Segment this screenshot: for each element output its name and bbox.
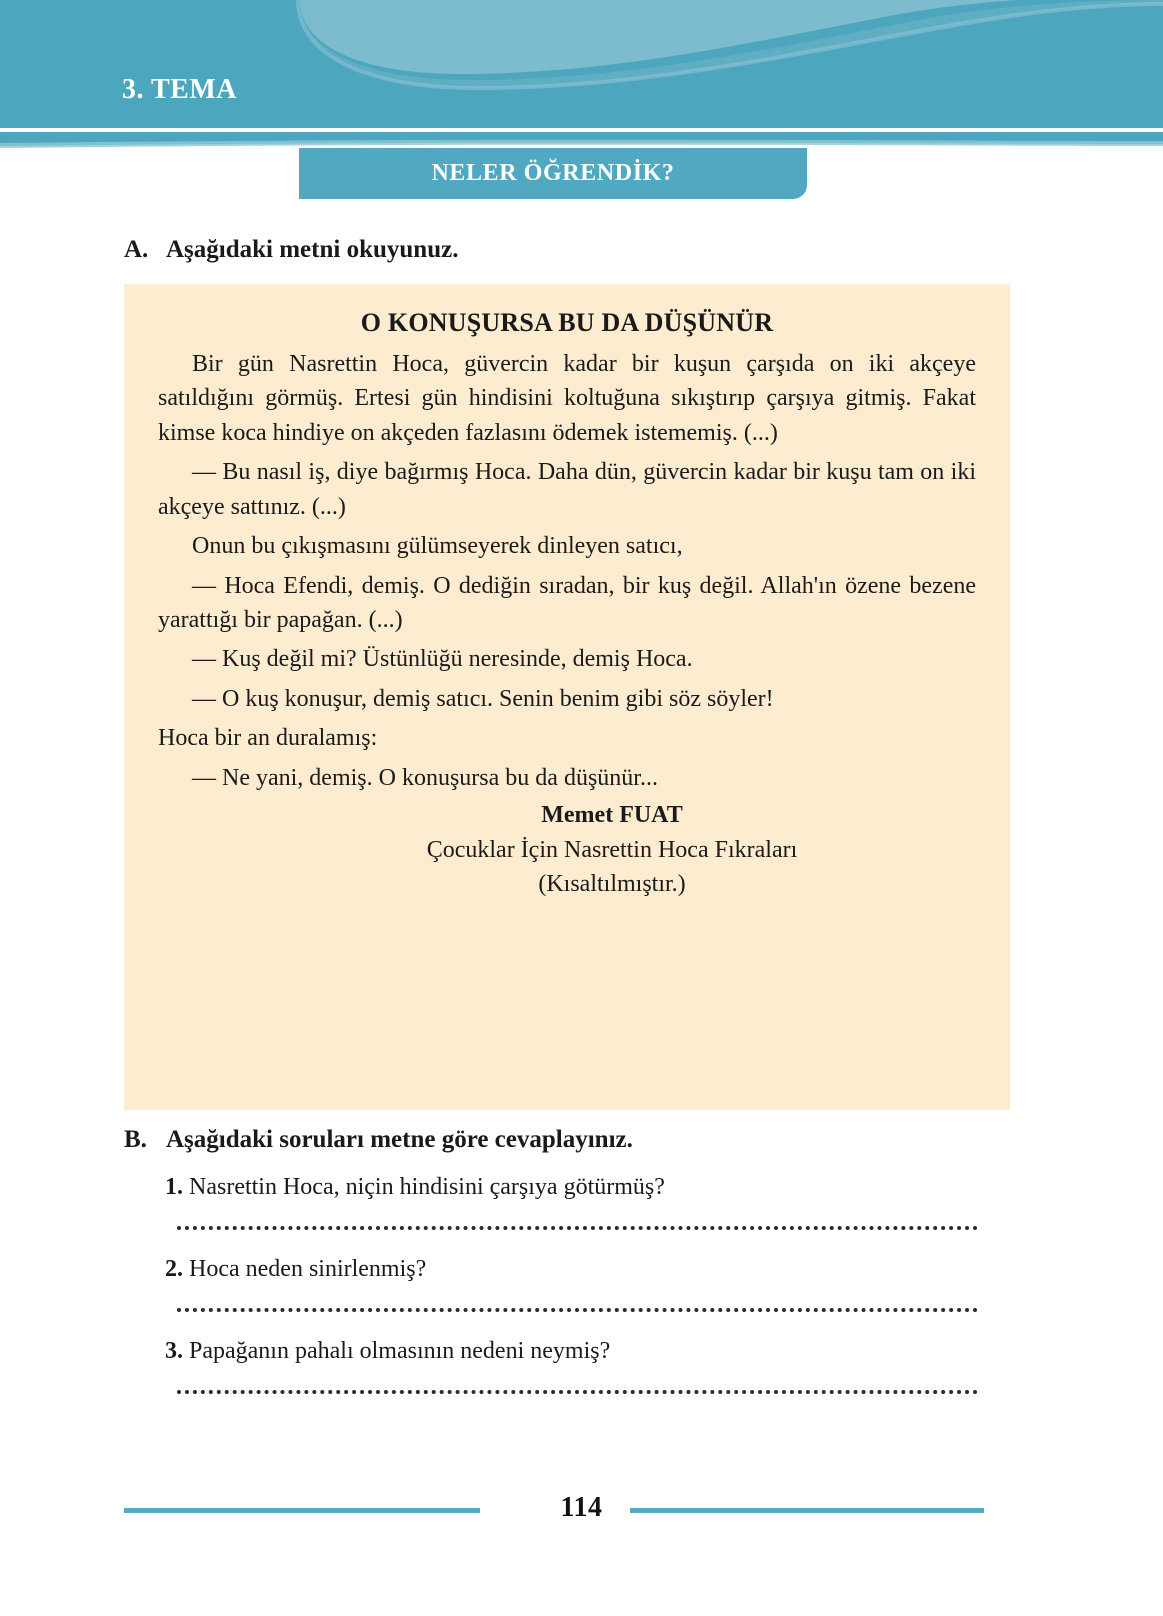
story-paragraph: Onun bu çıkışmasını gülümseyerek dinleyen satıcı, [192,533,683,560]
story-paragraph: Bir gün Nasrettin Hoca, güvercin kadar bir kuşun çarşıda on iki akçeye satıldığını görmüş. Ertesi gün hindisini koltuğuna sıkıştırıp çarşıya gitmiş. Fakat kimse koca hindiye on akçeden fazlasını ödemek istememiş. (...) [158,350,976,446]
story-paragraph: — Hoca Efendi, demiş. O dediğin sıradan, bir kuş değil. Allah'ın özene bezene yarattığı bir papağan. (...) [158,572,976,633]
separator-wave-graphic [0,131,1163,148]
story-author: Memet FUAT [541,802,683,829]
story-paragraph: — O kuş konuşur, demiş satıcı. Senin benim gibi söz söyler! [192,685,774,712]
question-number: 1. [165,1174,183,1200]
page-header-band [0,0,1163,128]
banner-label: NELER ÖĞRENDİK? [431,160,675,186]
theme-label: 3. TEMA [122,74,237,105]
question-number: 3. [165,1338,183,1364]
question-item [165,1172,1015,1202]
header-wave-graphic [0,0,1163,128]
story-paragraph: — Ne yani, demiş. O konuşursa bu da düşünür... [192,764,658,791]
footer-rule-right [630,1508,984,1513]
section-b-letter: B. [124,1126,147,1153]
page-footer [0,1492,1163,1532]
section-a-heading [124,236,1014,264]
question-item [165,1254,1015,1284]
story-title: O KONUŞURSA BU DA DÜŞÜNÜR [360,308,774,337]
question-text: Papağanın pahalı olmasının nedeni neymiş? [189,1338,611,1364]
answer-line[interactable] [177,1304,978,1312]
answer-line[interactable] [177,1222,978,1230]
question-item [165,1336,1015,1366]
section-a-title: Aşağıdaki metni okuyunuz. [166,236,459,263]
reading-text-box [124,284,1010,1110]
section-a-letter: A. [124,236,149,263]
story-source-title: Çocuklar İçin Nasrettin Hoca Fıkraları [426,837,798,864]
story-source-note: (Kısaltılmıştır.) [538,871,686,898]
section-b-title: Aşağıdaki soruları metne göre cevaplayınız. [166,1126,633,1153]
story-paragraph: — Bu nasıl iş, diye bağırmış Hoca. Daha dün, güvercin kadar bir kuşu tam on iki akçeye sattınız. (...) [158,459,976,520]
header-separator-wave [0,131,1163,148]
question-number: 2. [165,1256,183,1282]
banner-neler-ogrendik [299,148,807,199]
story-paragraph: Hoca bir an duralamış: [158,725,378,752]
story-paragraph: — Kuş değil mi? Üstünlüğü neresinde, demiş Hoca. [192,646,693,673]
question-text: Nasrettin Hoca, niçin hindisini çarşıya götürmüş? [189,1174,665,1200]
page-number: 114 [560,1492,603,1523]
answer-line[interactable] [177,1386,978,1394]
question-text: Hoca neden sinirlenmiş? [189,1256,427,1282]
section-b-heading [124,1126,1014,1154]
